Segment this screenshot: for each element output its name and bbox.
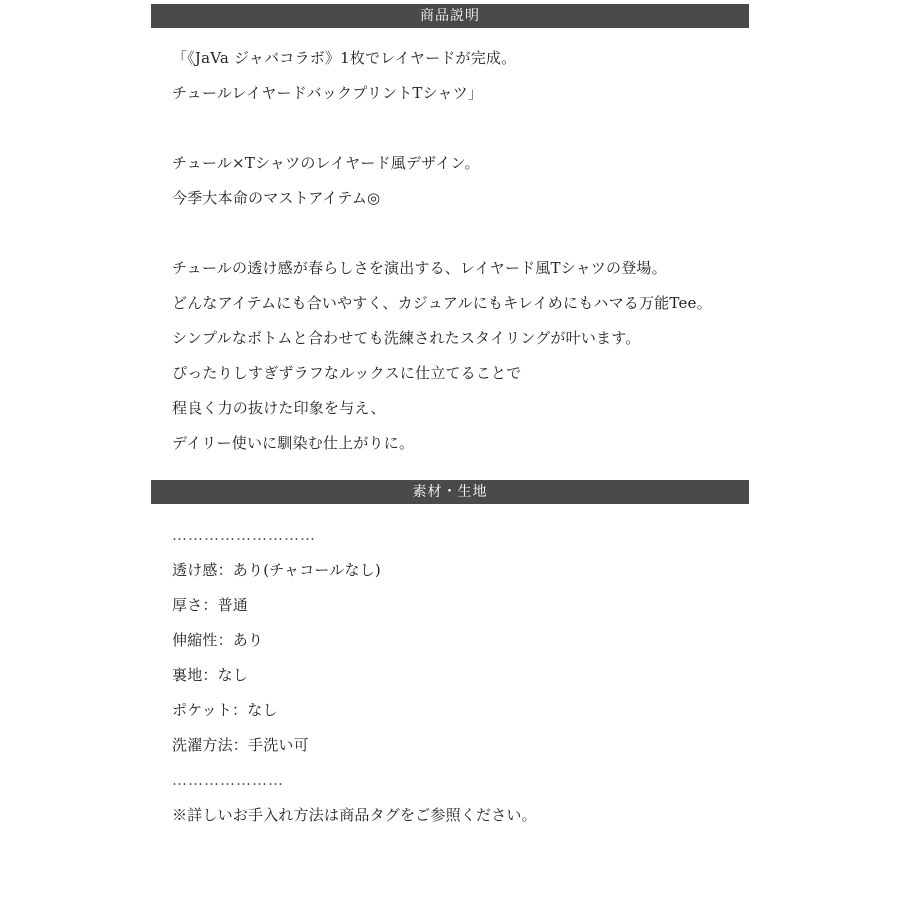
description-line: チュール×Tシャツのレイヤード風デザイン。	[172, 154, 480, 172]
divider-dots-top: ………………………	[172, 526, 316, 544]
material-fabric-body	[172, 518, 742, 833]
product-description-header: 商品説明	[151, 4, 749, 28]
spec-lining: 裏地：なし	[172, 666, 249, 684]
description-line: 程良く力の抜けた印象を与え、	[172, 399, 386, 417]
spec-washing: 洗濯方法：手洗い可	[172, 736, 309, 754]
description-line: どんなアイテムにも合いやすく、カジュアルにもキレイめにもハマる万能Tee。	[172, 294, 712, 312]
description-line: 今季大本命のマストアイテム◎	[172, 189, 381, 207]
description-line: チュールレイヤードバックプリントTシャツ」	[172, 84, 484, 102]
description-line: チュールの透け感が春らしさを演出する、レイヤード風Tシャツの登場。	[172, 259, 667, 277]
description-line: 「《JaVa ジャバコラボ》1枚でレイヤードが完成。	[172, 49, 517, 67]
spec-transparency: 透け感：あり(チャコールなし)	[172, 561, 381, 579]
description-spacer	[172, 216, 742, 251]
spec-thickness: 厚さ：普通	[172, 596, 249, 614]
description-line: ぴったりしすぎずラフなルックスに仕立てることで	[172, 364, 522, 382]
spec-pocket: ポケット：なし	[172, 701, 278, 719]
divider-dots-bottom: …………………	[172, 771, 284, 789]
spec-stretch: 伸縮性：あり	[172, 631, 264, 649]
description-spacer	[172, 111, 742, 146]
description-line: シンプルなボトムと合わせても洗練されたスタイリングが叶います。	[172, 329, 641, 347]
material-fabric-header: 素材・生地	[151, 480, 749, 504]
description-line: デイリー使いに馴染む仕上がりに。	[172, 434, 415, 452]
product-description-body	[172, 41, 742, 461]
care-note: ※詳しいお手入れ方法は商品タグをご参照ください。	[172, 806, 537, 824]
